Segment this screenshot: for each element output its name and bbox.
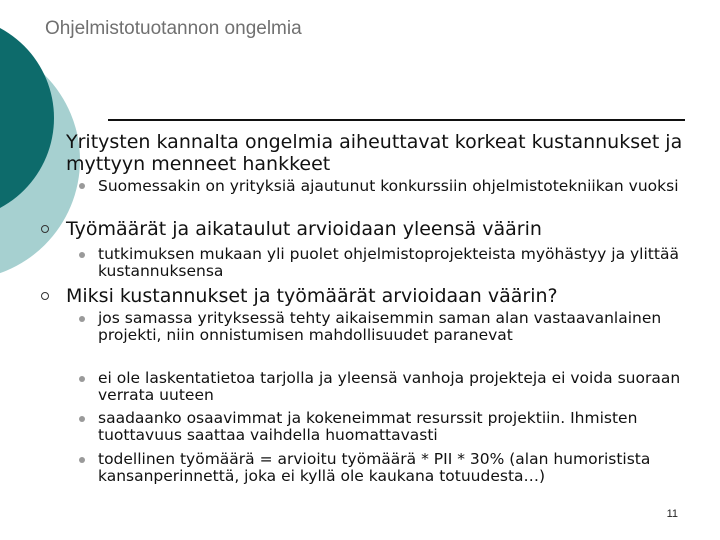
sub-bullet-dot-icon bbox=[79, 316, 85, 322]
bullet-3-sub-1: jos samassa yrityksessä tehty aikaisemmin saman alan vastaavanlainen projekti, niin onnistumisen mahdollisuudet paranevat bbox=[98, 309, 662, 344]
bullet-3-sub-3: saadaanko osaavimmat ja kokeneimmat resurssit projektiin. Ihmisten tuottavuus saattaa vaihdella huomattavasti bbox=[98, 409, 638, 444]
sub-bullet-dot-icon bbox=[79, 376, 85, 382]
bullet-ring-icon bbox=[41, 225, 49, 233]
sub-bullet-dot-icon bbox=[79, 183, 85, 189]
bullet-3-sub-4: todellinen työmäärä = arvioitu työmäärä * PII * 30% (alan humoristista kansanperinnettä, joka ei kyllä ole kaukana totuudesta…) bbox=[98, 450, 651, 485]
bullet-2-sub-1: tutkimuksen mukaan yli puolet ohjelmistoprojekteista myöhästyy ja ylittää kustannuksensa bbox=[98, 245, 679, 280]
bullet-3-sub-2: ei ole laskentatietoa tarjolla ja yleensä vanhoja projekteja ei voida suoraan verrata uuteen bbox=[98, 369, 681, 404]
bullet-1-text: Yritysten kannalta ongelmia aiheuttavat korkeat kustannukset ja myttyyn menneet hankkeet bbox=[66, 131, 683, 175]
sub-bullet-dot-icon bbox=[79, 416, 85, 422]
bullet-3-text: Miksi kustannukset ja työmäärät arvioidaan väärin? bbox=[66, 285, 558, 307]
sub-bullet-dot-icon bbox=[79, 252, 85, 258]
slide-title: Ohjelmistotuotannon ongelmia bbox=[45, 18, 302, 39]
bullet-1-sub-1: Suomessakin on yrityksiä ajautunut konkurssiin ohjelmistotekniikan vuoksi bbox=[98, 177, 679, 195]
page-number: 11 bbox=[666, 508, 678, 520]
bullet-ring-icon bbox=[41, 292, 49, 300]
title-divider bbox=[108, 119, 685, 121]
bullet-2-text: Työmäärät ja aikataulut arvioidaan yleensä väärin bbox=[66, 218, 542, 240]
sub-bullet-dot-icon bbox=[79, 457, 85, 463]
